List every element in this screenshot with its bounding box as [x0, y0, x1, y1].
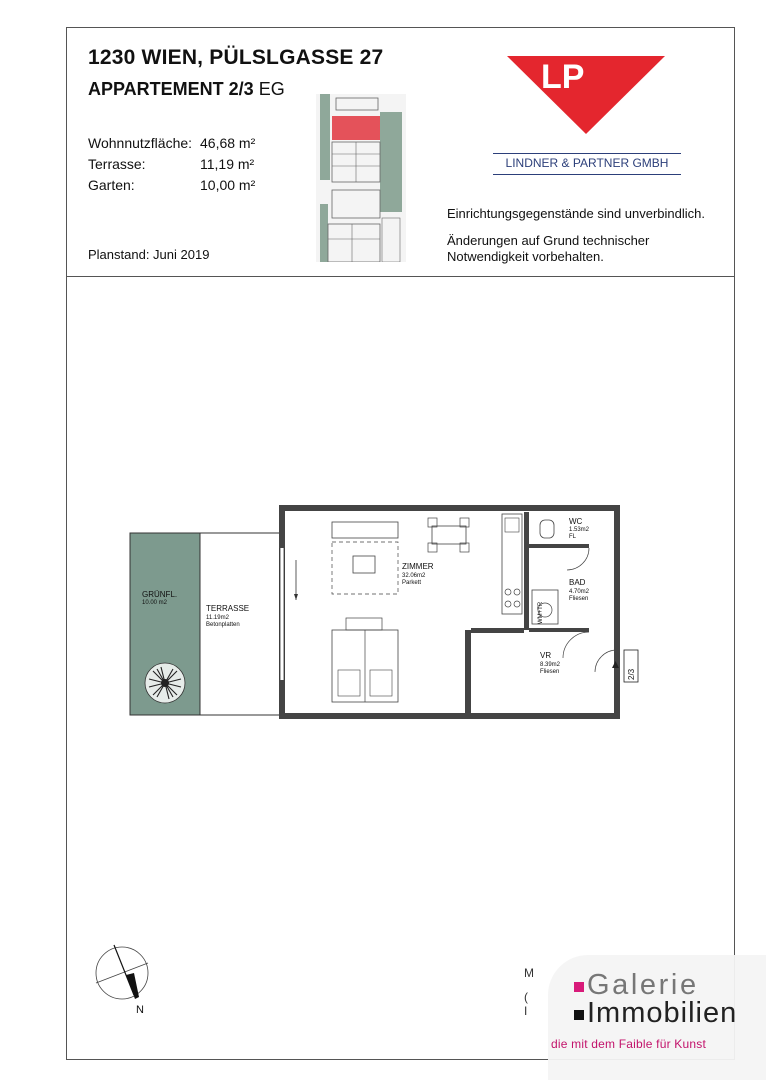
area-value: 11,19 m²: [200, 155, 255, 172]
floor-label: EG: [258, 79, 285, 99]
bad-floor: Fliesen: [569, 596, 589, 602]
area-table: [88, 132, 290, 195]
address-title: 1230 WIEN, PÜLSLGASSE 27: [88, 46, 384, 69]
coffee-table: [353, 556, 375, 573]
rug: [332, 542, 398, 594]
area-row-terrasse: [88, 153, 290, 174]
company-rule-top: [493, 153, 681, 154]
zimmer-floor: Parkett: [402, 580, 422, 586]
galerie-immobilien-watermark: [548, 955, 766, 1080]
disclaimer-line-3: Notwendigkeit vorbehalten.: [447, 249, 604, 264]
bad-area: 4.70m2: [569, 589, 590, 595]
area-row-garten: [88, 174, 290, 195]
lp-logo: [507, 54, 665, 134]
disclaimer-line-2: Änderungen auf Grund technischer: [447, 233, 650, 248]
dining-table: [432, 526, 466, 544]
area-label: Wohnnutzfläche:: [88, 134, 193, 151]
logo-initials: LP: [541, 58, 585, 96]
wc-floor: FL: [569, 534, 577, 540]
area-row-wohnnutzflaeche: [88, 132, 290, 153]
plan-date: Planstand: Juni 2019: [88, 247, 210, 262]
vr-label: VR: [540, 651, 552, 660]
disclaimer-line-1: Einrichtungsgegenstände sind unverbindlich.: [447, 206, 706, 221]
company-rule-bottom: [493, 174, 681, 175]
entry-tag: 2/3: [627, 668, 636, 680]
gruenfl-label: GRÜNFL.: [142, 590, 178, 599]
terrasse-floor: Betonplatten: [206, 622, 240, 628]
obscured-text-2: (: [524, 990, 528, 1004]
wc-area: 1.53m2: [569, 527, 590, 533]
site-plan-thumbnail: [316, 94, 406, 262]
obscured-text-1: M: [524, 966, 534, 980]
north-arrow-icon: [90, 935, 170, 1025]
terrasse-area: 11.19m2: [206, 615, 229, 621]
unit-subtitle: [88, 79, 285, 100]
zimmer-area: 32.06m2: [402, 573, 426, 579]
wc-toilet: [540, 520, 554, 538]
area-label: Garten:: [88, 176, 135, 193]
shrub-icon: [145, 663, 185, 703]
area-label: Terrasse:: [88, 155, 146, 172]
unit-name: APPARTEMENT 2/3: [88, 79, 254, 99]
sofa: [332, 522, 398, 538]
galerie-tagline: die mit dem Faible für Kunst: [551, 1037, 706, 1051]
obscured-text-3: I: [524, 1004, 528, 1018]
company-name: LINDNER & PARTNER GMBH: [505, 156, 669, 170]
wm-tag: WM+TR: [538, 601, 544, 624]
bad-washer: [532, 590, 558, 624]
galerie-line-2: Immobilien: [574, 997, 737, 1030]
floor-plan: [120, 500, 640, 730]
galerie-line-1: Galerie: [574, 969, 699, 1002]
black-square-icon: [574, 1010, 584, 1020]
pink-square-icon: [574, 982, 584, 992]
zimmer-label: ZIMMER: [402, 562, 434, 571]
terrasse-label: TERRASSE: [206, 604, 250, 613]
header-divider: [66, 276, 735, 277]
area-value: 46,68 m²: [200, 134, 256, 151]
wc-label: WC: [569, 517, 583, 526]
bad-label: BAD: [569, 578, 586, 587]
area-value: 10,00 m²: [200, 176, 256, 193]
vr-area: 8.39m2: [540, 662, 561, 668]
vr-floor: Fliesen: [540, 669, 560, 675]
north-label: N: [136, 1004, 144, 1016]
gruenfl-area: 10.00 m2: [142, 600, 168, 606]
